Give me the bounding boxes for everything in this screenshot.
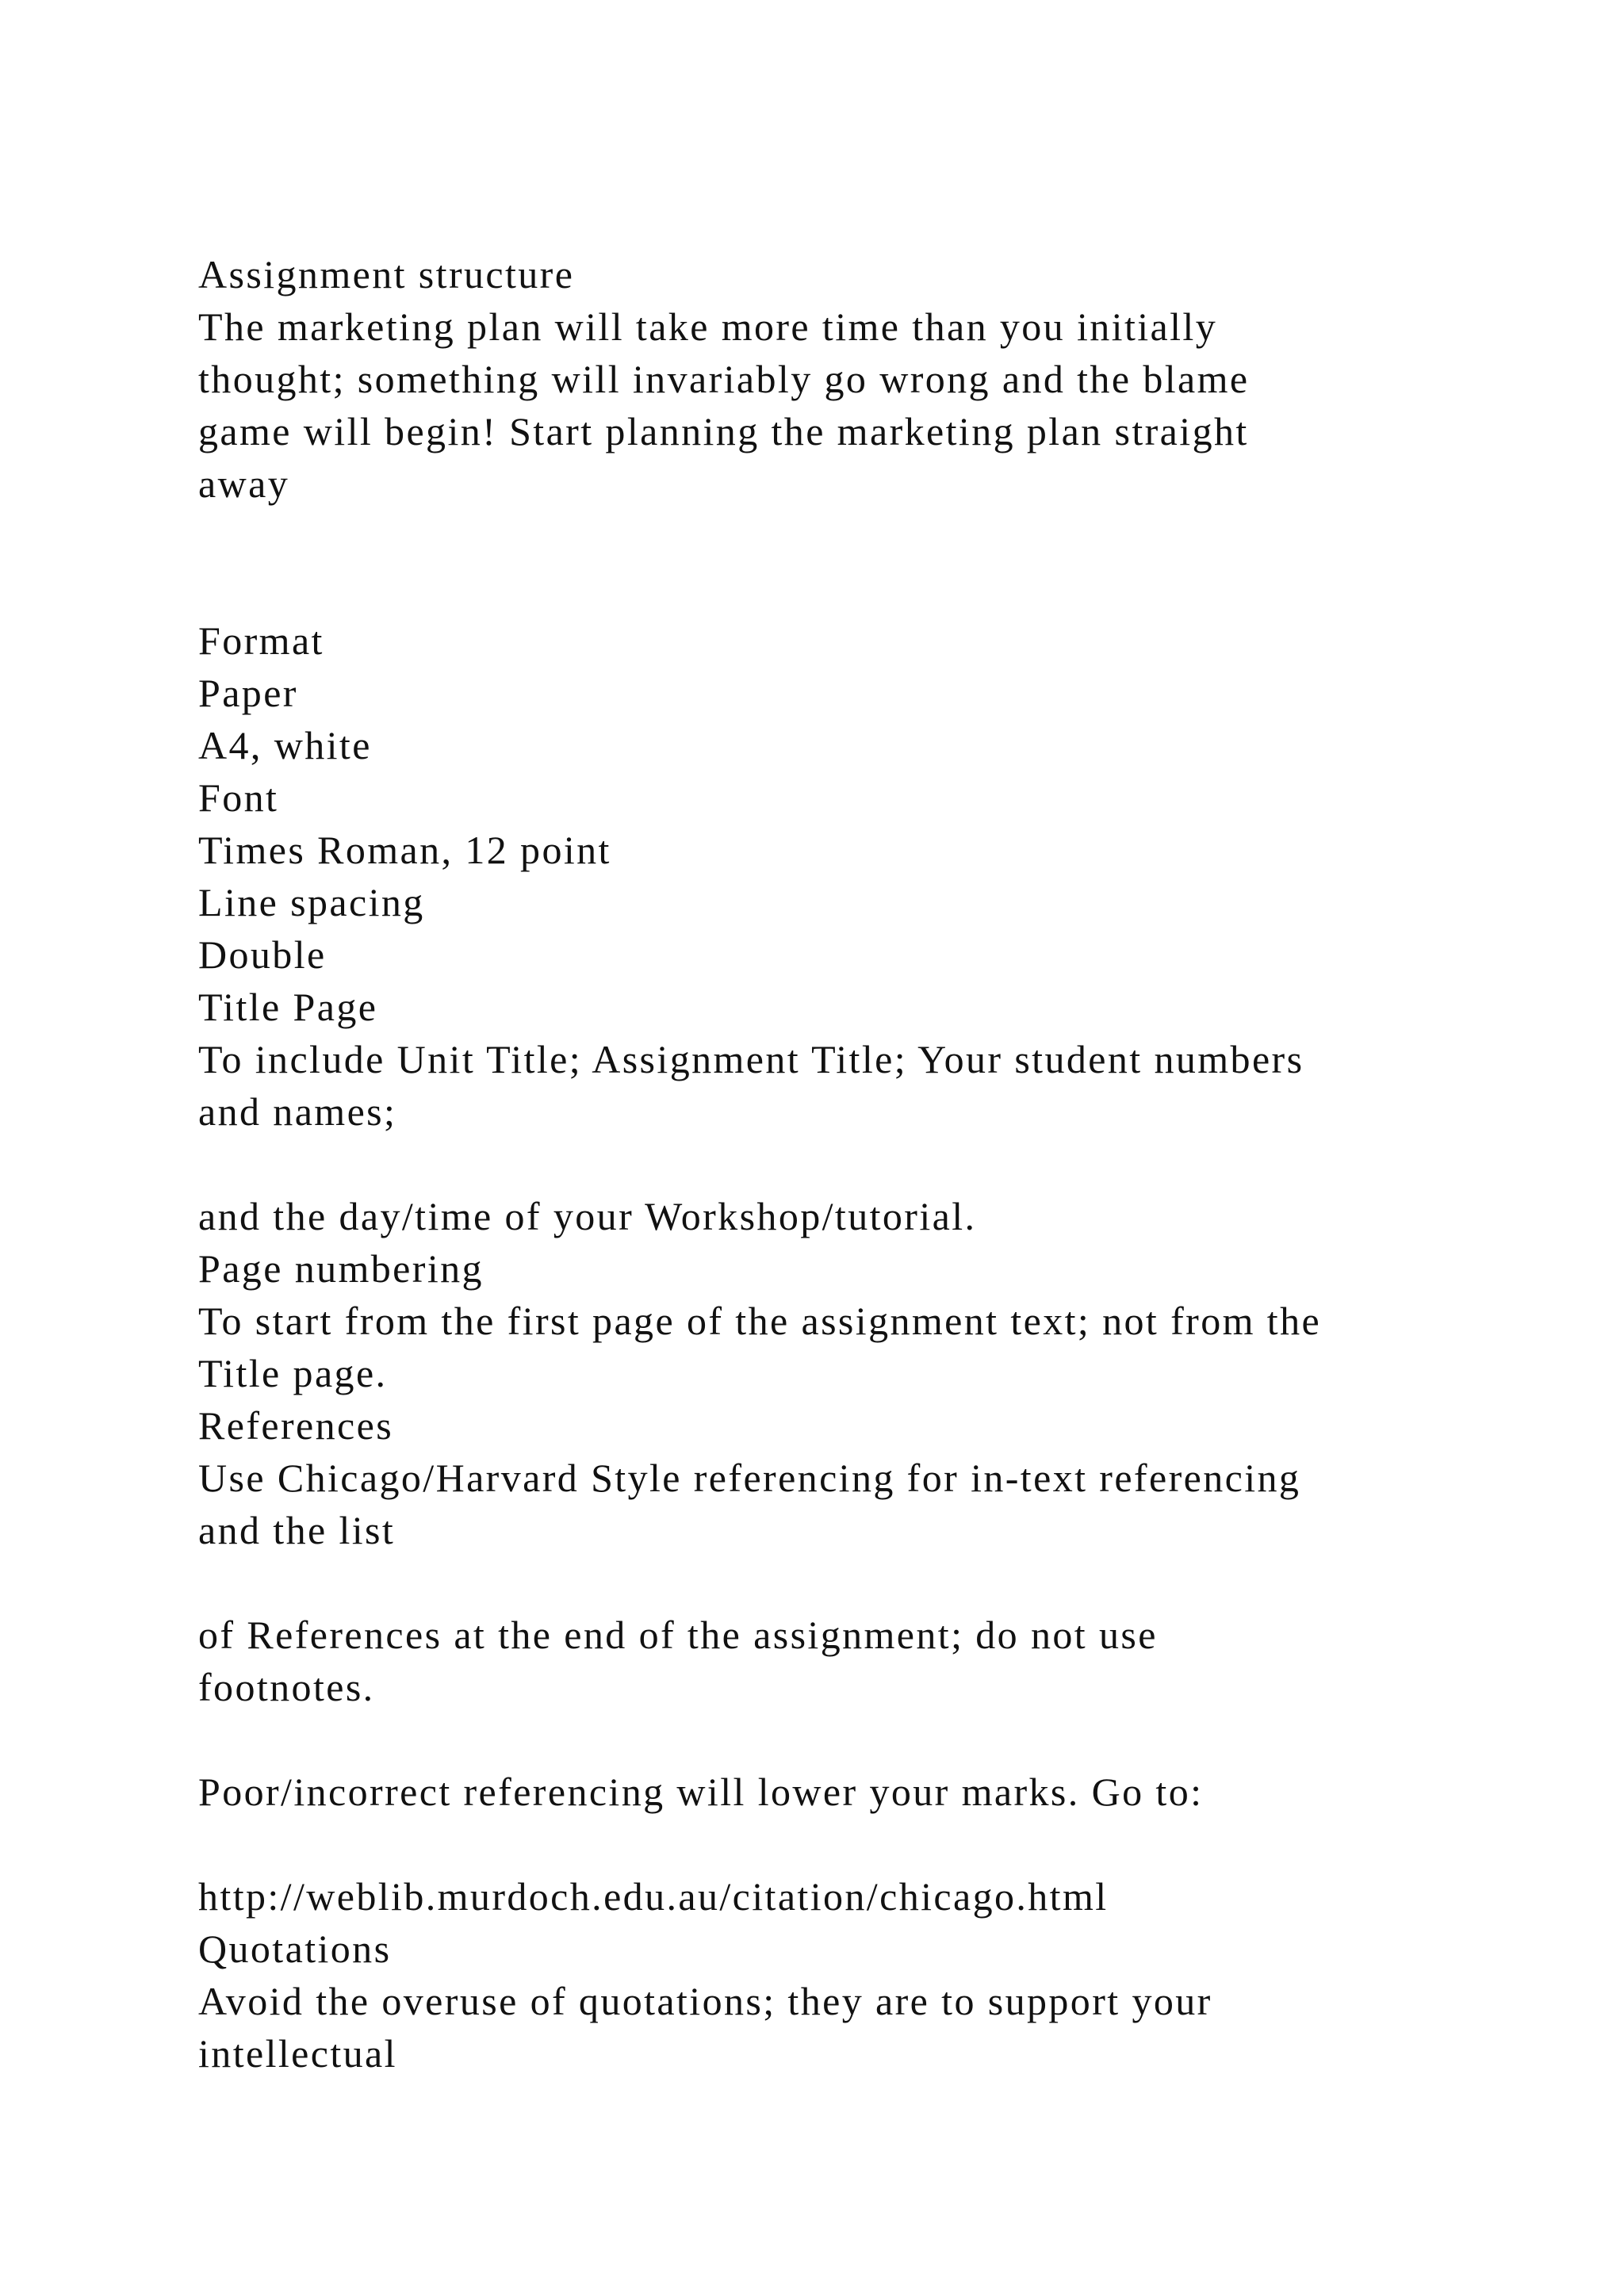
section-heading-assignment-structure: Assignment structure xyxy=(198,252,575,297)
format-item-value: intellectual xyxy=(198,2031,397,2076)
format-item-value: and names; xyxy=(198,1089,397,1134)
format-item-value: and the day/time of your Workshop/tutorial. xyxy=(198,1194,977,1238)
format-item-label: Line spacing xyxy=(198,880,425,924)
format-item-value: To start from the first page of the assignment text; not from the xyxy=(198,1299,1322,1343)
format-item-value: Avoid the overuse of quotations; they are to support your xyxy=(198,1979,1212,2023)
format-item-label: Paper xyxy=(198,671,298,715)
paragraph-spacer xyxy=(198,510,1499,614)
format-item-value: footnotes. xyxy=(198,1665,375,1709)
format-item-value: Title page. xyxy=(198,1351,388,1395)
format-item-value: To include Unit Title; Assignment Title; Your student numbers xyxy=(198,1037,1304,1081)
format-item-value: A4, white xyxy=(198,723,372,767)
document-body xyxy=(198,248,1499,2080)
format-item-label: References xyxy=(198,1403,394,1448)
paragraph-spacer xyxy=(198,1138,1499,1190)
format-item-value: of References at the end of the assignment; do not use xyxy=(198,1613,1158,1657)
section-heading-format: Format xyxy=(198,618,324,663)
paragraph-spacer xyxy=(198,1556,1499,1609)
paragraph-line: game will begin! Start planning the marketing plan straight xyxy=(198,409,1249,453)
format-item-label: Page numbering xyxy=(198,1246,484,1291)
format-item-label: Font xyxy=(198,775,279,820)
format-item-value: and the list xyxy=(198,1508,396,1552)
format-item-value: Poor/incorrect referencing will lower your marks. Go to: xyxy=(198,1770,1204,1814)
format-item-value: Double xyxy=(198,932,327,977)
paragraph-line: thought; something will invariably go wrong and the blame xyxy=(198,357,1250,401)
paragraph-line: away xyxy=(198,461,290,506)
paragraph-line: The marketing plan will take more time than you initially xyxy=(198,304,1218,349)
citation-url: http://weblib.murdoch.edu.au/citation/chicago.html xyxy=(198,1874,1109,1919)
format-item-label: Title Page xyxy=(198,985,378,1029)
paragraph-spacer xyxy=(198,1713,1499,1766)
paragraph-spacer xyxy=(198,1818,1499,1870)
format-item-label: Quotations xyxy=(198,1927,392,1971)
format-item-value: Use Chicago/Harvard Style referencing for in-text referencing xyxy=(198,1456,1301,1500)
format-item-value: Times Roman, 12 point xyxy=(198,828,611,872)
